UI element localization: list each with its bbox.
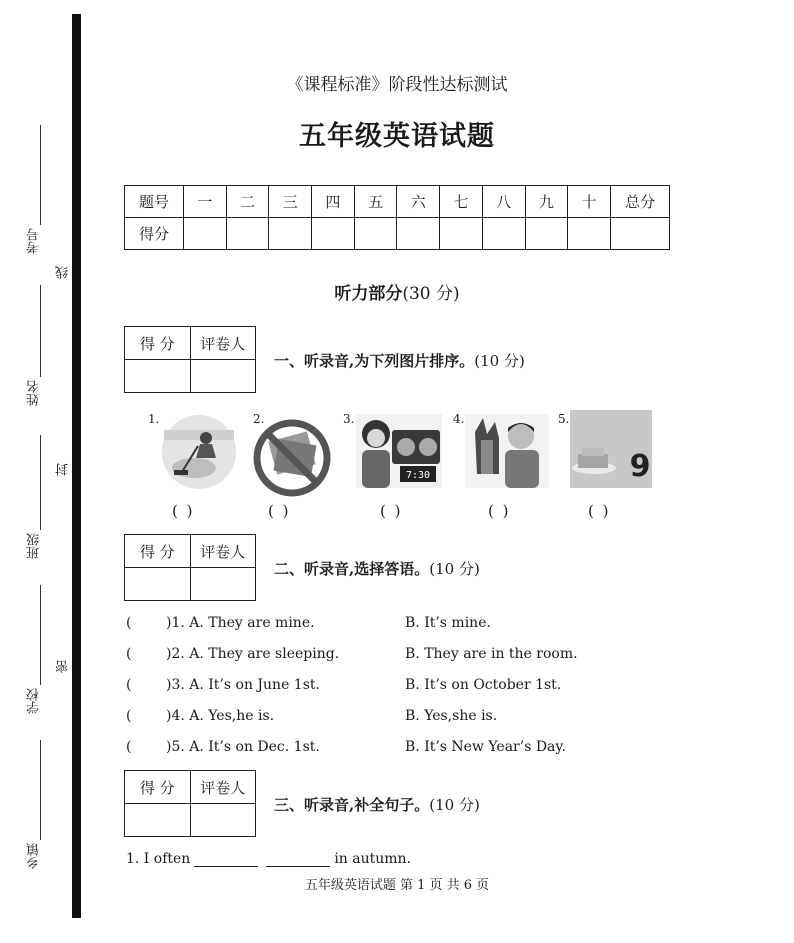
section3-title [274,794,480,815]
score-cell: 九 [525,186,568,218]
answer-blank-3[interactable]: ( ) [380,502,403,520]
section3-points: (10 分) [429,796,480,814]
score-table [124,185,670,250]
question-text-start: 1. I often [126,851,191,867]
grader-score-cell[interactable] [125,568,191,601]
mark-line: 线 [56,266,71,279]
score-input-cell[interactable] [354,218,397,250]
question-text-end: in autumn. [334,851,412,867]
page-footer: 五年级英语试题 第 1 页 共 6 页 [304,878,490,893]
score-cell: 总分 [611,186,670,218]
listening-heading [0,279,794,304]
score-input-cell[interactable] [440,218,483,250]
grader-score-cell[interactable] [125,360,191,393]
svg-text:9: 9 [629,449,651,484]
section1-title-text: 一、听录音,为下列图片排序。 [274,352,475,370]
grader-box-1 [124,326,256,393]
score-input-cell[interactable] [312,218,355,250]
score-table-header-row [125,186,670,218]
question-option-a: )2. A. They are sleeping. [166,646,340,662]
score-input-cell[interactable] [269,218,312,250]
picture-number: 3. [343,412,355,426]
score-cell: 题号 [125,186,184,218]
question-paren[interactable]: ( [126,708,132,724]
question-option-b: B. Yes,she is. [405,708,498,724]
grader-name-label: 评卷人 [190,327,256,360]
question-option-a: )4. A. Yes,he is. [166,708,275,724]
grader-name-cell[interactable] [190,360,256,393]
question-paren[interactable]: ( [126,739,132,755]
score-cell: 四 [312,186,355,218]
label-name: 姓名 [27,380,42,406]
question-option-b: B. It’s on October 1st. [405,677,562,693]
score-cell: 六 [397,186,440,218]
question-option-b: B. They are in the room. [405,646,578,662]
question-option-b: B. It’s mine. [405,615,491,631]
score-cell: 一 [184,186,227,218]
score-input-cell[interactable] [568,218,611,250]
score-input-cell[interactable] [482,218,525,250]
score-input-cell[interactable] [184,218,227,250]
picture-number: 1. [148,412,160,426]
mop-floor-icon [160,410,238,490]
exam-title: 五年级英语试题 [299,121,495,152]
grader-name-label: 评卷人 [190,771,256,804]
score-cell: 五 [354,186,397,218]
section3-question-1 [126,851,411,867]
question-option-a: )3. A. It’s on June 1st. [166,677,320,693]
mark-seal: 封 [56,463,71,476]
mark-secret: 密 [56,660,71,673]
grader-score-label: 得 分 [125,535,191,568]
picture-number: 5. [558,412,570,426]
picture-number: 2. [253,412,265,426]
section2-title-text: 二、听录音,选择答语。 [274,560,430,578]
question-option-a: )5. A. It’s on Dec. 1st. [166,739,320,755]
score-input-cell[interactable] [611,218,670,250]
score-cell: 七 [440,186,483,218]
question-paren[interactable]: ( [126,615,132,631]
listening-heading-text: 听力部分 [334,284,403,304]
grader-box-2 [124,534,256,601]
answer-blank-5[interactable]: ( ) [588,502,611,520]
question-option-a: )1. A. They are mine. [166,615,315,631]
answer-blank-4[interactable]: ( ) [488,502,511,520]
label-exam-number: 考号 [27,228,42,254]
fill-blank-2[interactable] [266,854,330,867]
binding-line-school [40,585,41,685]
grader-score-label: 得 分 [125,327,191,360]
question-option-b: B. It’s New Year’s Day. [405,739,566,755]
cake-nine-icon [570,410,652,488]
grader-score-cell[interactable] [125,804,191,837]
binding-line-town [40,740,41,840]
section2-title [274,558,480,579]
picture-number: 4. [453,412,465,426]
score-row-label: 得分 [125,218,184,250]
score-cell: 三 [269,186,312,218]
score-table-score-row [125,218,670,250]
score-input-cell[interactable] [226,218,269,250]
grader-score-label: 得 分 [125,771,191,804]
girl-radio-clock-icon [356,414,442,488]
label-class: 班级 [27,533,42,559]
listening-points: (30 分) [402,284,460,304]
section3-title-text: 三、听录音,补全句子。 [274,796,430,814]
question-paren[interactable]: ( [126,646,132,662]
grader-box-3 [124,770,256,837]
score-cell: 十 [568,186,611,218]
label-school: 学校 [27,688,42,714]
answer-blank-2[interactable]: ( ) [268,502,291,520]
exam-subtitle: 《课程标准》阶段性达标测试 [286,75,508,95]
score-input-cell[interactable] [525,218,568,250]
no-books-icon [252,412,332,500]
grader-name-cell[interactable] [190,804,256,837]
label-town: 乡镇 [27,843,42,869]
score-cell: 二 [226,186,269,218]
grader-name-cell[interactable] [190,568,256,601]
score-cell: 八 [482,186,525,218]
section1-title [274,350,525,371]
grader-name-label: 评卷人 [190,535,256,568]
section1-points: (10 分) [474,352,525,370]
answer-blank-1[interactable]: ( ) [172,502,195,520]
question-paren[interactable]: ( [126,677,132,693]
svg-text:7:30: 7:30 [405,470,431,481]
fill-blank-1[interactable] [194,854,258,867]
section2-points: (10 分) [429,560,480,578]
score-input-cell[interactable] [397,218,440,250]
binding-line-class [40,435,41,530]
boy-dog-icon [465,414,549,488]
